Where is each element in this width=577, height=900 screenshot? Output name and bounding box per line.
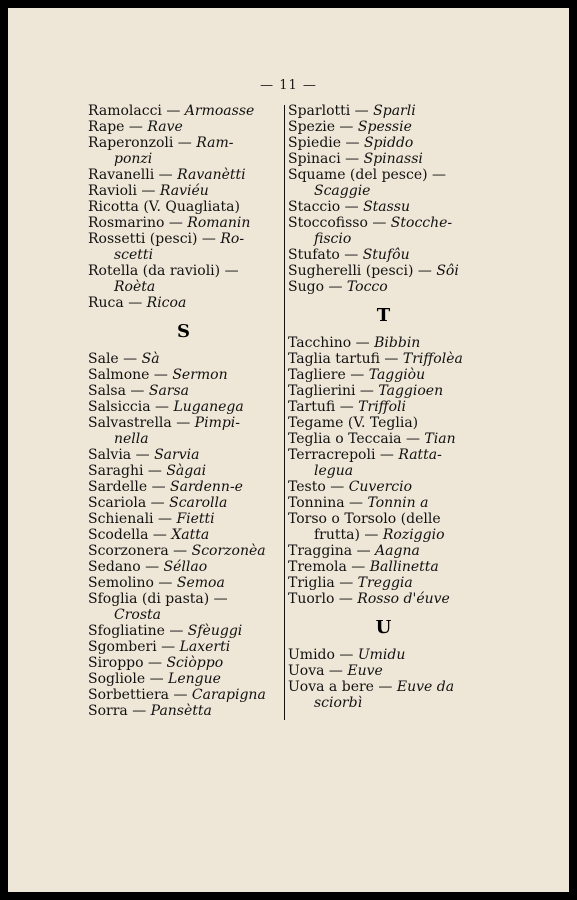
dictionary-entry <box>288 479 480 495</box>
dictionary-entry <box>288 103 480 119</box>
genoese-term: Sermon <box>172 367 228 383</box>
italian-term: Scodella — <box>88 527 172 543</box>
italian-term: Tartufi — <box>288 399 359 415</box>
italian-term: Ricotta (V. Quagliata) <box>88 199 240 215</box>
genoese-term: Scorzonèa <box>191 543 266 559</box>
genoese-term: Fietti <box>176 511 215 527</box>
genoese-term: Treggia <box>357 575 413 591</box>
genoese-term: Sfèuggi <box>187 623 243 639</box>
dictionary-entry <box>88 103 280 119</box>
italian-term: Salsiccia — <box>88 399 174 415</box>
dictionary-entry <box>88 383 280 399</box>
dictionary-entry <box>288 151 480 167</box>
entries-u <box>288 647 480 711</box>
genoese-term: Sparli <box>373 103 416 119</box>
dictionary-entry <box>288 215 480 247</box>
italian-term: Rape — <box>88 119 148 135</box>
dictionary-entry <box>88 183 280 199</box>
genoese-term: Romanin <box>187 215 251 231</box>
genoese-term: Triffoli <box>358 399 406 415</box>
genoese-term: Cuvercio <box>348 479 413 495</box>
dictionary-entry <box>288 367 480 383</box>
entries-t <box>288 335 480 607</box>
genoese-term: Ro- <box>220 231 245 247</box>
genoese-term: Spessie <box>357 119 412 135</box>
genoese-term: Lengue <box>168 671 221 687</box>
dictionary-entry <box>288 647 480 663</box>
italian-term: Taglia tartufi — <box>288 351 403 367</box>
genoese-term: Sà <box>141 351 160 367</box>
italian-term: Sugherelli (pesci) — <box>288 263 437 279</box>
italian-term: Sugo — <box>288 279 347 295</box>
dictionary-entry <box>288 559 480 575</box>
section-heading-t: T <box>376 305 392 326</box>
dictionary-entry <box>88 527 280 543</box>
italian-term: Salsa — <box>88 383 149 399</box>
genoese-term: Bibbin <box>374 335 421 351</box>
genoese-term: Pimpi- <box>194 415 241 431</box>
genoese-term: Taggioen <box>378 383 444 399</box>
italian-term: Ravioli — <box>88 183 160 199</box>
italian-term: Scorzonera — <box>88 543 192 559</box>
italian-term: Sfoglia (di pasta) — <box>88 591 228 607</box>
genoese-term: Séllao <box>163 559 208 575</box>
genoese-term: Tian <box>424 431 456 447</box>
term-continuation <box>288 527 480 543</box>
genoese-term: Armoasse <box>184 103 255 119</box>
italian-term: Schienali — <box>88 511 177 527</box>
italian-term: Sorra — <box>88 703 151 719</box>
dictionary-entry <box>88 447 280 463</box>
italian-term: Tremola — <box>288 559 370 575</box>
genoese-term: Rosso d'éuve <box>357 591 450 607</box>
genoese-term: Rave <box>147 119 183 135</box>
dictionary-entry <box>88 231 280 263</box>
italian-term: Testo — <box>288 479 349 495</box>
dictionary-entry <box>288 511 480 543</box>
dictionary-entry <box>288 575 480 591</box>
dictionary-entry <box>88 351 280 367</box>
dictionary-entry <box>88 687 280 703</box>
dictionary-entry <box>288 119 480 135</box>
dictionary-entry <box>288 167 480 199</box>
genoese-term: Roziggio <box>382 527 445 543</box>
italian-term: Sale — <box>88 351 142 367</box>
dictionary-entry <box>288 335 480 351</box>
italian-term: Spinaci — <box>288 151 364 167</box>
genoese-term: Sciòppo <box>166 655 224 671</box>
italian-term: Spezie — <box>288 119 358 135</box>
dictionary-entry <box>288 663 480 679</box>
genoese-term: Stassu <box>363 199 411 215</box>
italian-term: Siroppo — <box>88 655 167 671</box>
italian-term: Triglia — <box>288 575 358 591</box>
italian-term: Rossetti (pesci) — <box>88 231 221 247</box>
section-heading-s: S <box>177 321 191 342</box>
dictionary-entry <box>288 591 480 607</box>
genoese-term: Sôi <box>436 263 459 279</box>
dictionary-entry <box>88 135 280 167</box>
italian-term: Tagliere — <box>288 367 369 383</box>
italian-term: Tegame (V. Teglia) <box>288 415 419 431</box>
italian-term: Traggina — <box>288 543 376 559</box>
genoese-term: Aagna <box>375 543 420 559</box>
genoese-term: Umidu <box>357 647 406 663</box>
genoese-term: Raviéu <box>159 183 209 199</box>
italian-term: Staccio — <box>288 199 364 215</box>
genoese-term: Laxerti <box>179 639 231 655</box>
genoese-term: Luganega <box>173 399 244 415</box>
italian-term: Teglia o Teccaia — <box>288 431 425 447</box>
dictionary-entry <box>288 383 480 399</box>
entries-r <box>88 103 280 311</box>
dictionary-entry <box>88 543 280 559</box>
dictionary-entry <box>288 399 480 415</box>
dictionary-entry <box>88 463 280 479</box>
italian-term: Sfogliatine — <box>88 623 188 639</box>
genoese-term: Taggiòu <box>368 367 426 383</box>
dictionary-entry <box>88 575 280 591</box>
italian-term: Rotella (da ravioli) — <box>88 263 239 279</box>
genoese-term: Sàgai <box>166 463 207 479</box>
dictionary-entry <box>88 639 280 655</box>
page-number: — 11 — <box>260 78 317 93</box>
dictionary-entry <box>288 199 480 215</box>
genoese-term: Ratta- <box>398 447 442 463</box>
dictionary-entry <box>88 263 280 295</box>
genoese-term: Semoa <box>176 575 225 591</box>
dictionary-entry <box>88 167 280 183</box>
italian-term: Stoccofisso — <box>288 215 391 231</box>
dictionary-entry <box>88 495 280 511</box>
dictionary-entry <box>88 367 280 383</box>
genoese-term: Ram- <box>196 135 234 151</box>
genoese-term: Xatta <box>171 527 210 543</box>
dictionary-entry <box>288 247 480 263</box>
italian-term: Ruca — <box>88 295 147 311</box>
genoese-term: Scarolla <box>169 495 228 511</box>
genoese-term: Ballinetta <box>369 559 439 575</box>
dictionary-entry <box>288 679 480 711</box>
term-continuation: sciorbì <box>314 695 363 711</box>
genoese-term: Tocco <box>346 279 388 295</box>
dictionary-entry <box>288 431 480 447</box>
italian-term: Taglierini — <box>288 383 379 399</box>
italian-term: Sardelle — <box>88 479 171 495</box>
italian-term: Raperonzoli — <box>88 135 197 151</box>
italian-term: Squame (del pesce) — <box>288 167 447 183</box>
term-continuation: nella <box>114 431 149 447</box>
section-heading-u: U <box>375 617 393 638</box>
dictionary-entry <box>88 671 280 687</box>
term-continuation: legua <box>314 463 354 479</box>
dictionary-entry <box>88 399 280 415</box>
dictionary-entry <box>88 215 280 231</box>
book-page <box>8 8 569 892</box>
italian-term: Ramolacci — <box>88 103 185 119</box>
genoese-term: Ravanètti <box>177 167 246 183</box>
italian-term: Ravanelli — <box>88 167 178 183</box>
italian-term: Sorbettiera — <box>88 687 192 703</box>
italian-term: Salvastrella — <box>88 415 195 431</box>
genoese-term: Carapigna <box>191 687 266 703</box>
italian-term: Spiedie — <box>288 135 364 151</box>
genoese-term: Tonnin a <box>367 495 429 511</box>
italian-term: Tacchino — <box>288 335 375 351</box>
italian-term: Terracrepoli — <box>288 447 399 463</box>
genoese-term: Euve da <box>396 679 455 695</box>
italian-term: Scariola — <box>88 495 170 511</box>
term-continuation: fiscio <box>314 231 352 247</box>
italian-term: Rosmarino — <box>88 215 188 231</box>
term-continuation: Crosta <box>114 607 161 623</box>
dictionary-entry <box>88 559 280 575</box>
dictionary-entry <box>88 479 280 495</box>
term-continuation: scetti <box>114 247 154 263</box>
entries-s <box>88 351 280 719</box>
dictionary-entry <box>288 415 480 431</box>
dictionary-entry <box>88 703 280 719</box>
italian-term: Semolino — <box>88 575 177 591</box>
term-continuation: Roèta <box>114 279 156 295</box>
italian-term: Uova — <box>288 663 348 679</box>
dictionary-entry <box>288 351 480 367</box>
italian-term: Stufato — <box>288 247 363 263</box>
dictionary-entry <box>88 591 280 623</box>
genoese-term: Triffolèa <box>402 351 463 367</box>
dictionary-entry <box>288 447 480 479</box>
italian-term: Umido — <box>288 647 358 663</box>
genoese-term: Sardenn-e <box>170 479 243 495</box>
right-column <box>288 103 480 711</box>
genoese-term: Pansètta <box>150 703 212 719</box>
genoese-term: Spiddo <box>363 135 414 151</box>
italian-term-continuation: frutta) — <box>314 527 383 543</box>
italian-term: Uova a bere — <box>288 679 397 695</box>
italian-term: Tonnina — <box>288 495 368 511</box>
left-column <box>88 103 280 719</box>
genoese-term: Stocche- <box>390 215 453 231</box>
genoese-term: Sarvia <box>154 447 200 463</box>
italian-term: Sedano — <box>88 559 164 575</box>
genoese-term: Euve <box>347 663 383 679</box>
column-divider <box>284 105 285 720</box>
italian-term: Torso o Torsolo (delle <box>288 511 441 527</box>
term-continuation: ponzi <box>114 151 153 167</box>
genoese-term: Spinassi <box>363 151 423 167</box>
italian-term: Sgomberi — <box>88 639 180 655</box>
genoese-term: Sarsa <box>148 383 190 399</box>
dictionary-entry <box>88 199 280 215</box>
italian-term: Tuorlo — <box>288 591 358 607</box>
italian-term: Salvia — <box>88 447 155 463</box>
dictionary-entry <box>88 119 280 135</box>
italian-term: Saraghi — <box>88 463 167 479</box>
italian-term: Sogliole — <box>88 671 169 687</box>
genoese-term: Stufôu <box>362 247 410 263</box>
entries-s-continued <box>288 103 480 295</box>
dictionary-entry <box>88 295 280 311</box>
dictionary-entry <box>288 263 480 279</box>
genoese-term: Ricoa <box>146 295 187 311</box>
term-continuation: Scaggie <box>314 183 371 199</box>
dictionary-entry <box>288 495 480 511</box>
italian-term: Sparlotti — <box>288 103 374 119</box>
dictionary-entry <box>288 135 480 151</box>
dictionary-entry <box>288 543 480 559</box>
italian-term: Salmone — <box>88 367 173 383</box>
dictionary-entry <box>88 415 280 447</box>
dictionary-entry <box>288 279 480 295</box>
dictionary-entry <box>88 655 280 671</box>
dictionary-entry <box>88 511 280 527</box>
dictionary-entry <box>88 623 280 639</box>
